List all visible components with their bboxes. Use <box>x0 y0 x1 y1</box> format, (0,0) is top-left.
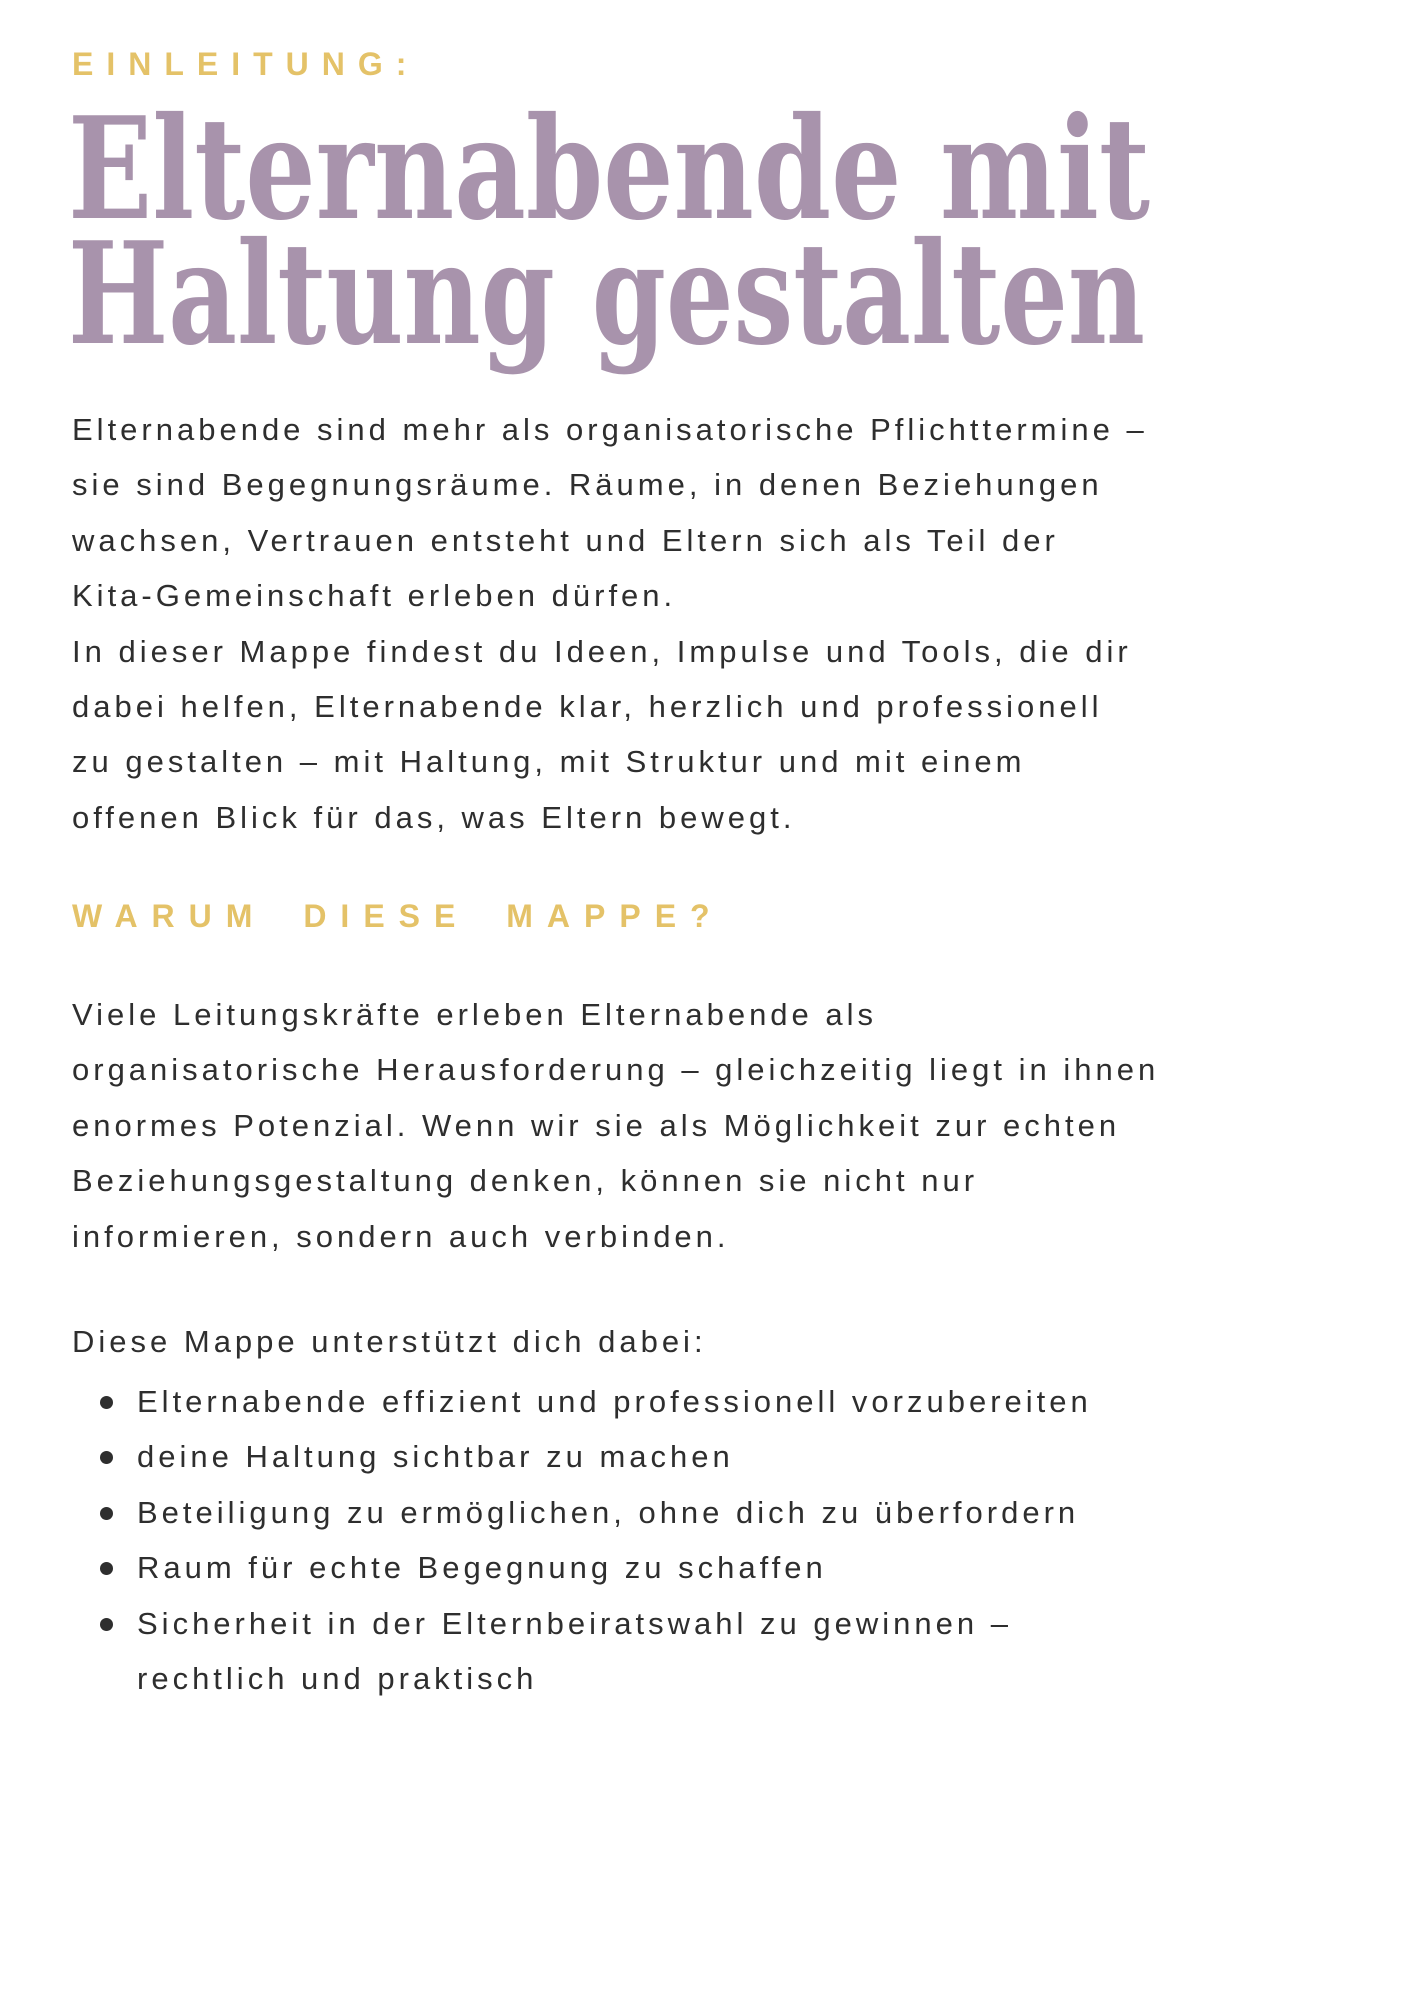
section-heading-warum-diese-mappe: WARUM DIESE MAPPE? <box>72 898 724 934</box>
list-item <box>72 1596 1092 1707</box>
list-item <box>72 1429 1092 1484</box>
text-line: informieren, sondern auch verbinden. <box>72 1218 730 1254</box>
list-item-text: deine Haltung sichtbar zu machen <box>137 1439 734 1475</box>
list-item-text: Elternabende effizient und professionell vorzubereiten <box>137 1384 1092 1419</box>
text-line: organisatorische Herausforderung – gleichzeitig liegt in ihnen <box>72 1052 1160 1088</box>
text-line: sie sind Begegnungsräume. Räume, in denen Beziehungen <box>72 467 1103 503</box>
page-title-line2: Haltung gestalten <box>68 212 1145 377</box>
text-line: offenen Blick für das, was Eltern bewegt. <box>72 799 796 835</box>
list-item-text: Raum für echte Begegnung zu schaffen <box>137 1550 827 1586</box>
text-line: wachsen, Vertrauen entsteht und Eltern sich als Teil der <box>72 522 1059 558</box>
support-intro-line: Diese Mappe unterstützt dich dabei: <box>72 1324 707 1359</box>
text-line: Beziehungsgestaltung denken, können sie nicht nur <box>72 1163 979 1199</box>
bullet-icon <box>100 1618 113 1631</box>
text-line: zu gestalten – mit Haltung, mit Struktur und mit einem <box>72 744 1026 780</box>
intro-paragraph <box>72 402 1148 845</box>
list-item <box>72 1540 1092 1595</box>
text-line: In dieser Mappe findest du Ideen, Impulse und Tools, die dir <box>72 633 1132 669</box>
list-item-text: Sicherheit in der Elternbeiratswahl zu gewinnen – <box>137 1605 1012 1641</box>
text-line: Kita-Gemeinschaft erleben dürfen. <box>72 578 677 614</box>
text-line: dabei helfen, Elternabende klar, herzlich und professionell <box>72 689 1103 725</box>
page-title <box>0 0 1414 420</box>
list-item <box>72 1485 1092 1540</box>
bullet-icon <box>100 1562 113 1575</box>
support-bullet-list <box>72 1374 1092 1706</box>
text-line: Viele Leitungskräfte erleben Elternabende als <box>72 997 878 1032</box>
list-item <box>72 1374 1092 1429</box>
bullet-icon <box>100 1396 113 1409</box>
list-item-text: Beteiligung zu ermöglichen, ohne dich zu überfordern <box>137 1494 1080 1530</box>
text-line: Elternabende sind mehr als organisatorische Pflichttermine – <box>72 412 1148 447</box>
kicker-label: EINLEITUNG: <box>72 46 420 82</box>
bullet-icon <box>100 1451 113 1464</box>
page-title-line1: Elternabende mit <box>68 87 1150 252</box>
why-paragraph <box>72 987 1159 1264</box>
list-item-text-wrap: rechtlich und praktisch <box>137 1661 538 1697</box>
text-line: enormes Potenzial. Wenn wir sie als Möglichkeit zur echten <box>72 1107 1121 1143</box>
bullet-icon <box>100 1507 113 1520</box>
